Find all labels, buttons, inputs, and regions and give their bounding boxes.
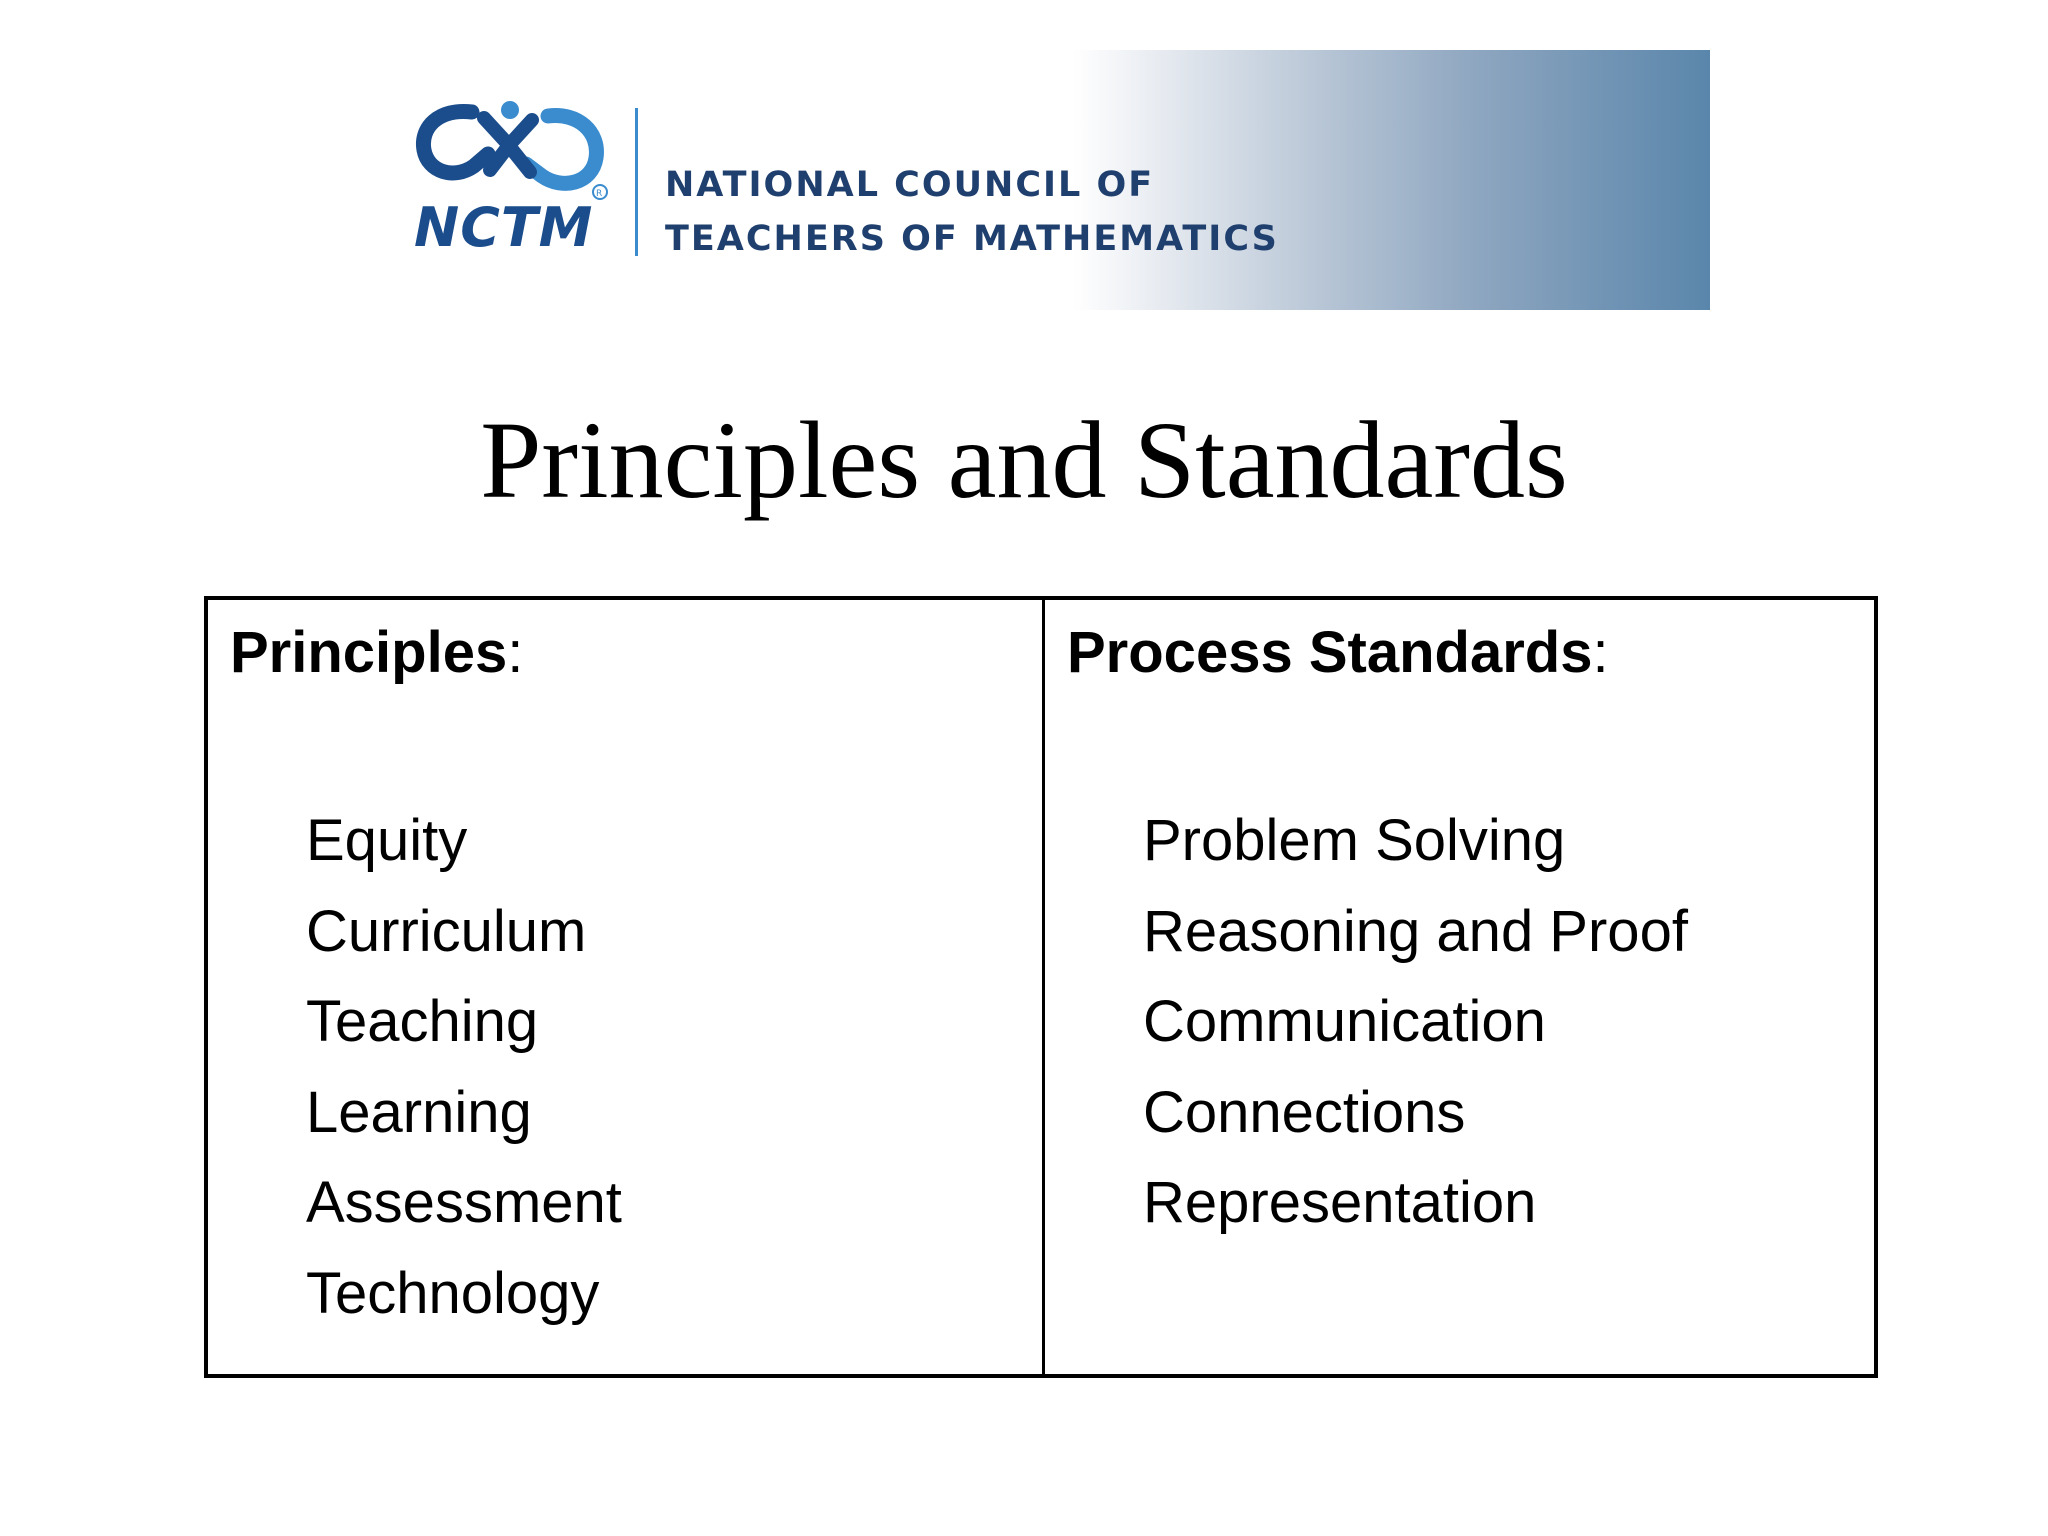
principles-standards-table [204, 596, 1878, 1378]
list-item: Technology [306, 1260, 600, 1326]
logo-organization-name [665, 158, 1279, 266]
list-item: Connections [1143, 1079, 1466, 1145]
list-item: Teaching [306, 989, 539, 1054]
list-item: Reasoning and Proof [1143, 898, 1688, 964]
svg-text:R: R [596, 189, 603, 199]
list-item: Assessment [306, 1170, 622, 1235]
slide-title: Principles and Standards [480, 399, 1568, 521]
principles-column [208, 600, 1045, 1374]
list-item: Communication [1143, 989, 1546, 1054]
list-item: Representation [1143, 1170, 1537, 1235]
process-standards-column [1045, 600, 1874, 1374]
logo-text-line-1: NATIONAL COUNCIL OF [665, 165, 1155, 205]
nctm-logo [410, 100, 1279, 270]
logo-divider [635, 108, 638, 256]
list-item: Learning [306, 1079, 532, 1145]
principles-list [306, 796, 622, 1339]
process-standards-list [1143, 796, 1688, 1249]
principles-heading: Principles: [230, 620, 524, 685]
logo-text-line-2: TEACHERS OF MATHEMATICS [665, 219, 1279, 259]
process-standards-heading: Process Standards: [1067, 620, 1609, 685]
list-item: Problem Solving [1143, 808, 1566, 873]
logo-abbreviation: NCTM [414, 196, 594, 259]
list-item: Equity [306, 808, 468, 873]
list-item: Curriculum [306, 898, 587, 964]
